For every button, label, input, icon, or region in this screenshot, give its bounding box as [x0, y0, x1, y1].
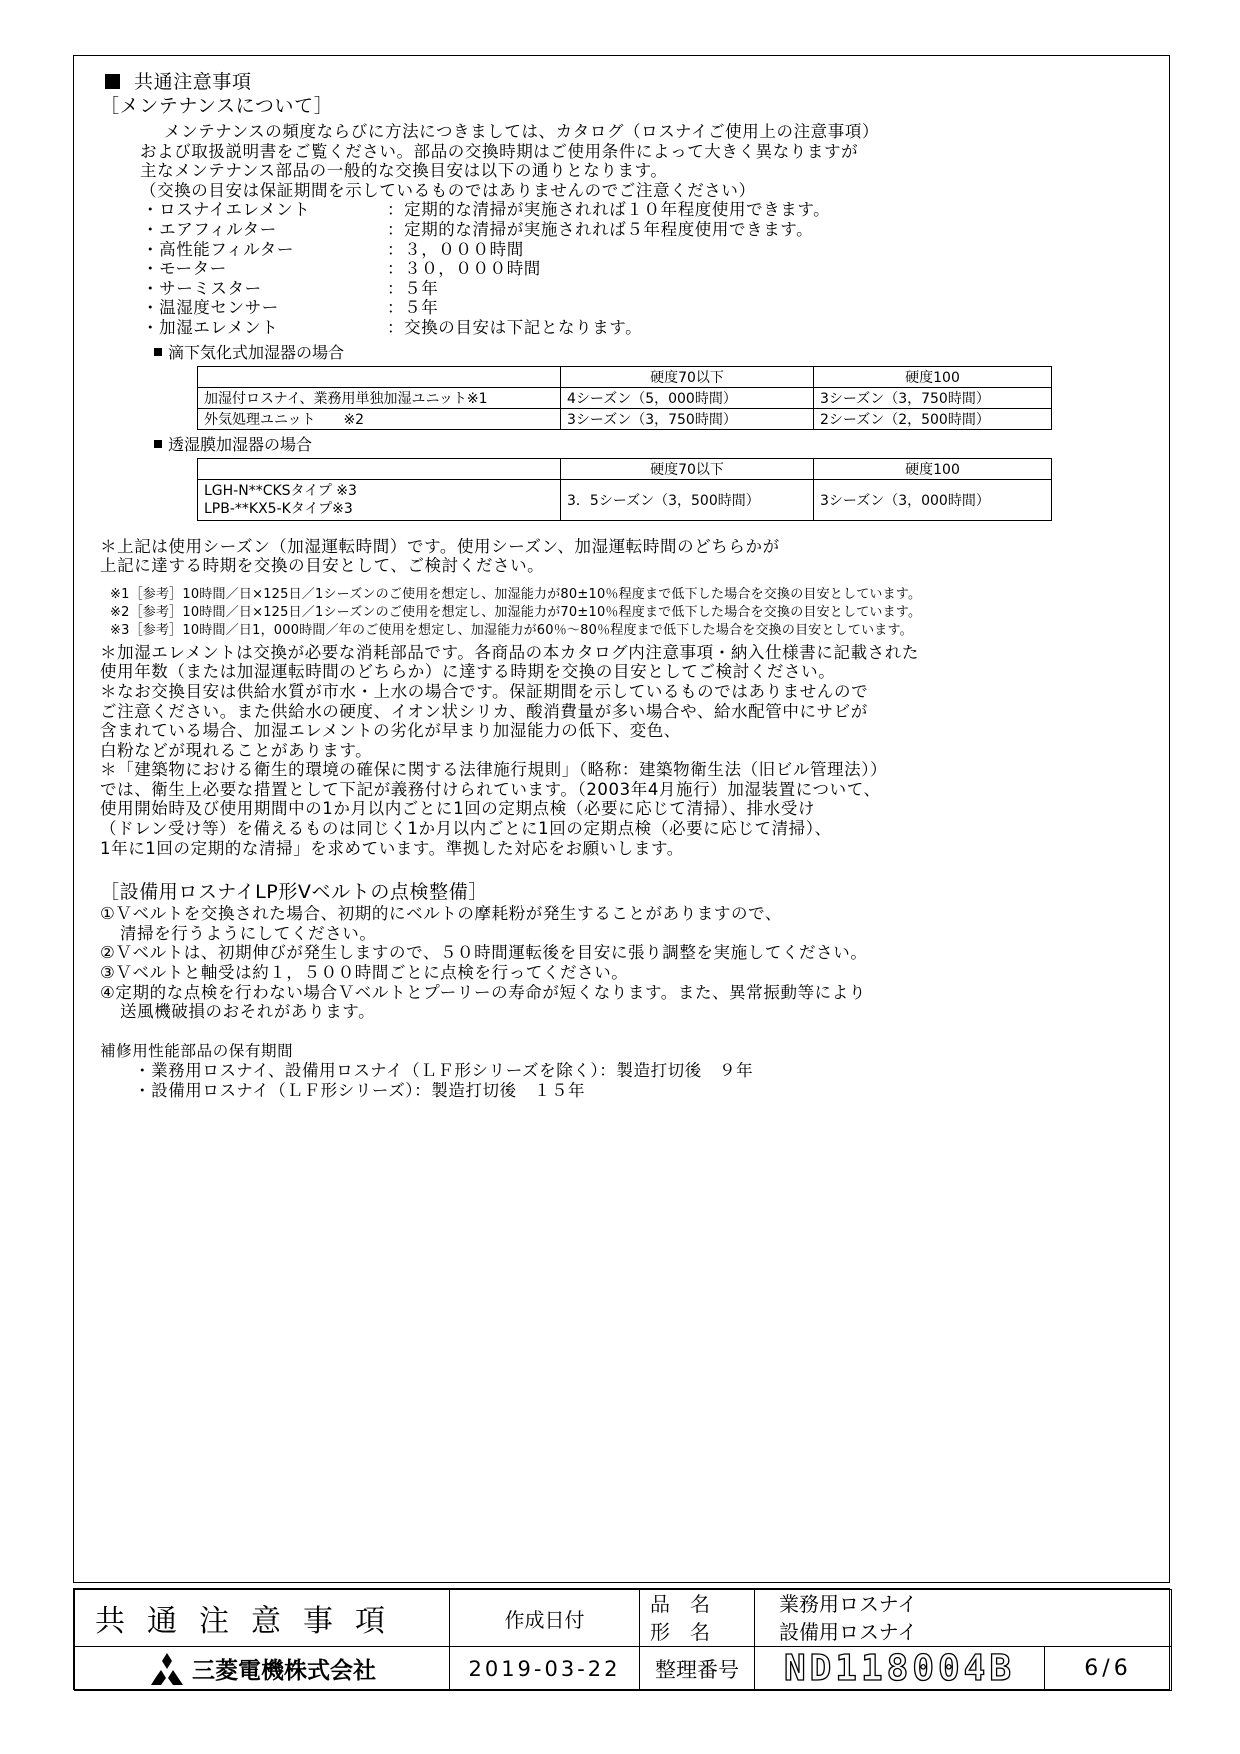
title-block — [73, 1588, 1170, 1690]
maintenance-item: ・モーター ：３０，０００時間 — [142, 259, 541, 279]
intro-line: および取扱説明書をご覧ください。部品の交換時期はご使用条件によって大きく異なりますが — [140, 141, 859, 161]
table2-title: 透湿膜加湿器の場合 — [154, 434, 1160, 456]
table-cell: 3シーズン（3，000時間） — [814, 479, 1052, 520]
table-row — [198, 479, 1052, 520]
note-line: 含まれている場合、加湿エレメントの劣化が早まり加湿能力の低下、変色、 — [100, 721, 681, 741]
table-header-cell: 硬度100 — [814, 366, 1052, 387]
note-line: 白粉などが現れることがあります。 — [100, 740, 373, 760]
square-bullet-icon — [154, 440, 162, 448]
table-cell — [198, 479, 561, 520]
number-label: 整理番号 — [640, 1647, 755, 1691]
vbelt-line: 清掃を行うようにしてください。 — [120, 923, 377, 943]
company-cell — [75, 1647, 450, 1691]
vbelt-line: ④定期的な点検を行わない場合Ｖベルトとプーリーの寿命が短くなります。また、異常振動等により — [100, 982, 866, 1002]
table-header-row — [198, 366, 1052, 387]
maintenance-item: ・加湿エレメント ：交換の目安は下記となります。 — [142, 317, 643, 337]
table-cell: 3シーズン（3，750時間） — [814, 387, 1052, 408]
document-content — [100, 70, 1160, 1101]
intro-line: 主なメンテナンス部品の一般的な交換目安は以下の通りとなります。 — [140, 161, 668, 181]
intro-line: メンテナンスの頻度ならびに方法につきましては、カタログ（ロスナイご使用上の注意事項） — [164, 122, 880, 141]
maintenance-item: ・ロスナイエレメント ：定期的な清掃が実施されれば１０年程度使用できます。 — [142, 200, 831, 220]
footnotes — [100, 586, 1160, 639]
vbelt-line: 送風機破損のおそれがあります。 — [120, 1002, 376, 1022]
note-line: 上記に達する時期を交換の目安として、ご検討ください。 — [100, 556, 545, 576]
note-line: 使用開始時及び使用期間中の1か月以内ごとに1回の定期点検（必要に応じて清掃）、排水受け — [100, 799, 816, 819]
note-line: ＊「建築物における衛生的環境の確保に関する法律施行規則」（略称：建築物衛生法（旧ビル管理法）） — [100, 760, 888, 780]
table-header-cell: 硬度70以下 — [561, 458, 814, 479]
section-heading: 共通注意事項 — [105, 70, 1160, 94]
parts-title: 補修用性能部品の保有期間 — [100, 1041, 294, 1060]
table-cell: 外気処理ユニット ※2 — [198, 408, 561, 429]
footnote: ※3［参考］10時間／日1，000時間／年のご使用を想定し、加湿能力が60％～80％程度まで低下した場合を交換の目安としています。 — [110, 622, 913, 638]
maintenance-item: ・温湿度センサー ：５年 — [142, 298, 439, 318]
footnote: ※1［参考］10時間／日×125日／1シーズンのご使用を想定し、加湿能力が80±10％程度まで低下した場合を交換の目安としています。 — [110, 586, 922, 602]
table-row — [198, 408, 1052, 429]
square-bullet-icon — [105, 74, 120, 89]
footer-title: 共通注意事項 — [75, 1590, 450, 1647]
parts-section — [100, 1042, 1160, 1101]
table-header-cell: 硬度70以下 — [561, 366, 814, 387]
vbelt-line: ③Ｖベルトと軸受は約１，５００時間ごとに点検を行ってください。 — [100, 963, 629, 983]
product-model-values — [755, 1590, 1172, 1647]
table-row — [198, 387, 1052, 408]
vbelt-title: ［設備用ロスナイLP形Vベルトの点検整備］ — [100, 881, 488, 904]
three-diamonds-icon — [148, 1653, 186, 1685]
note-line: 使用年数（または加湿運転時間のどちらか）に達する時期を交換の目安としてご検討ください。 — [100, 662, 836, 682]
product-model-labels — [640, 1590, 755, 1647]
maintenance-item: ・エアフィルター ：定期的な清掃が実施されれば５年程度使用できます。 — [142, 219, 814, 239]
maintenance-intro — [100, 122, 1160, 200]
maintenance-items — [142, 200, 1160, 337]
vbelt-section — [100, 880, 1160, 1022]
date-label: 作成日付 — [450, 1590, 640, 1647]
note-line: 1年に1回の定期的な清掃」を求めています。準拠した対応をお願いします。 — [100, 838, 684, 858]
row-label: LGH-N**CKSタイプ ※3 — [204, 482, 357, 499]
parts-line: ・業務用ロスナイ、設備用ロスナイ（ＬＦ形シリーズを除く）：製造打切後 ９年 — [134, 1061, 754, 1081]
note-line: ＊加湿エレメントは交換が必要な消耗部品です。各商品の本カタログ内注意事項・納入仕様書に記載された — [100, 642, 919, 662]
note-line: ご注意ください。また供給水の硬度、イオン状シリカ、酸消費量が多い場合や、給水配管中にサビが — [100, 701, 868, 721]
creation-date: 2019-03-22 — [450, 1647, 640, 1691]
table-header-cell: 硬度100 — [814, 458, 1052, 479]
note-line: では、衛生上必要な措置として下記が義務付けられています。（2003年4月施行）加湿装置について、 — [100, 779, 881, 799]
maintenance-item: ・サーミスター ：５年 — [142, 278, 439, 298]
table-cell: 加湿付ロスナイ、業務用単独加湿ユニット※1 — [198, 387, 561, 408]
table-cell: 4シーズン（5，000時間） — [561, 387, 814, 408]
table-header-cell — [198, 458, 561, 479]
page-number: 6/6 — [1045, 1647, 1172, 1691]
product-label: 品 名 — [650, 1592, 710, 1616]
table-cell: 3シーズン（3，750時間） — [561, 408, 814, 429]
maintenance-title: ［メンテナンスについて］ — [100, 95, 334, 117]
drip-humidifier-table — [197, 366, 1052, 430]
model-label: 形 名 — [650, 1620, 710, 1644]
element-note — [100, 643, 1160, 859]
company-name: 三菱電機株式会社 — [192, 1658, 376, 1684]
table-header-cell — [198, 366, 561, 387]
note-line: ＊上記は使用シーズン（加湿運転時間）です。使用シーズン、加湿運転時間のどちらかが — [100, 536, 780, 556]
vbelt-line: ②Ｖベルトは、初期伸びが発生しますので、５０時間運転後を目安に張り調整を実施してください。 — [100, 943, 868, 963]
row-label: LPB-**KX5-Kタイプ※3 — [204, 500, 353, 517]
table-header-row — [198, 458, 1052, 479]
note-line: （ドレン受け等）を備えるものは同じく1か月以内ごとに1回の定期点検（必要に応じて清掃）、 — [100, 819, 832, 839]
maintenance-item: ・高性能フィルター ：３，０００時間 — [142, 239, 524, 259]
note-line: ＊なお交換目安は供給水質が市水・上水の場合です。保証期間を示しているものではありませんので — [100, 681, 869, 701]
vbelt-line: ①Ｖベルトを交換された場合、初期的にベルトの摩耗粉が発生することがありますので、 — [100, 904, 782, 924]
footnote: ※2［参考］10時間／日×125日／1シーズンのご使用を想定し、加湿能力が70±10％程度まで低下した場合を交換の目安としています。 — [110, 604, 922, 620]
model-value: 設備用ロスナイ — [779, 1620, 918, 1644]
intro-line: （交換の目安は保証期間を示しているものではありませんのでご注意ください） — [140, 180, 756, 200]
usage-note — [100, 537, 1160, 576]
membrane-humidifier-table — [197, 458, 1052, 521]
table-cell: 3．5シーズン（3，500時間） — [561, 479, 814, 520]
document-number: ND118004B — [755, 1647, 1045, 1691]
product-value: 業務用ロスナイ — [779, 1592, 918, 1616]
parts-line: ・設備用ロスナイ（ＬＦ形シリーズ）：製造打切後 １５年 — [134, 1081, 586, 1100]
square-bullet-icon — [154, 348, 162, 356]
table-cell: 2シーズン（2，500時間） — [814, 408, 1052, 429]
table1-title: 滴下気化式加湿器の場合 — [154, 342, 1160, 364]
company-logo — [75, 1652, 449, 1685]
